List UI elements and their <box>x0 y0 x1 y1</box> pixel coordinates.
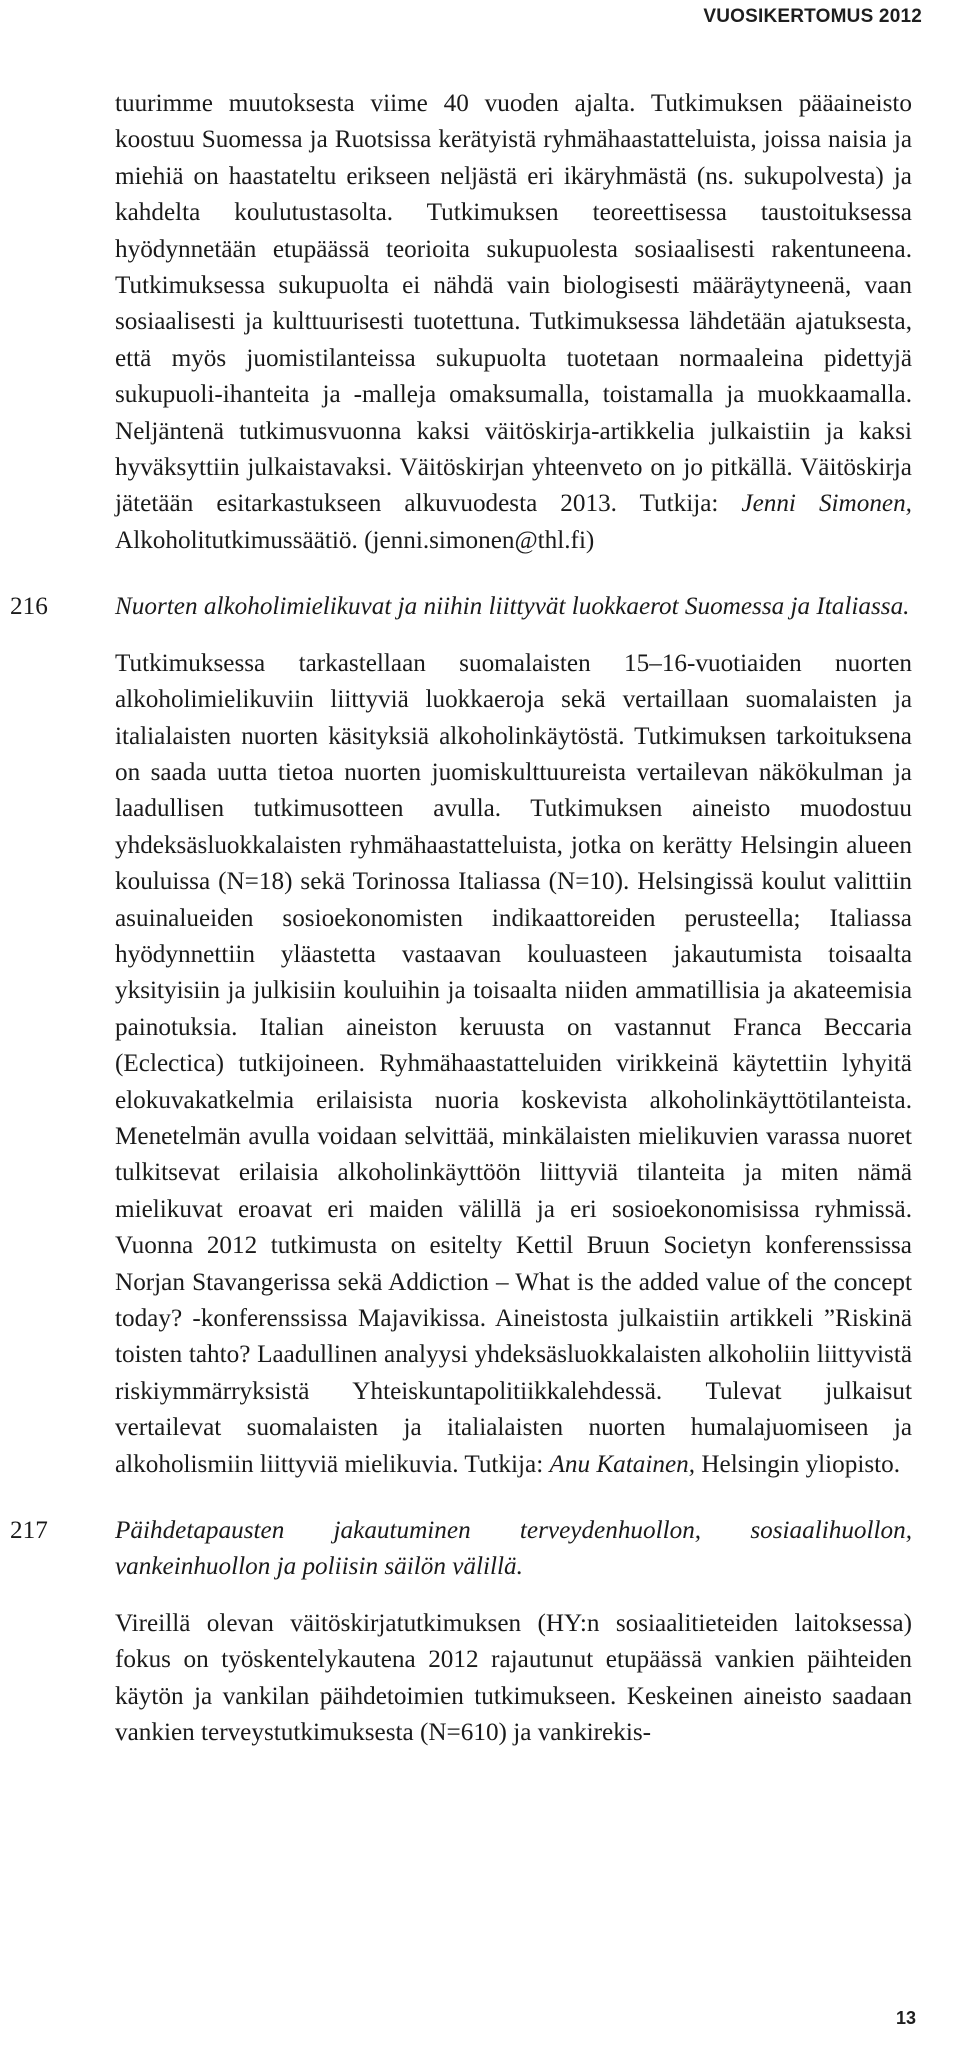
item-number: 216 <box>10 593 48 621</box>
running-header: VUOSIKERTOMUS 2012 <box>703 6 922 27</box>
research-item-217 <box>0 1513 960 1751</box>
item-researcher: Anu Katainen, <box>549 1450 696 1478</box>
item-body <box>115 1606 912 1752</box>
item-body <box>115 646 912 1483</box>
intro-tail: Alkoholitutkimussäätiö. (jenni.simonen@thl.fi) <box>115 526 595 554</box>
page-content <box>0 86 960 1751</box>
item-body-text: Tutkimuksessa tarkastellaan suomalaisten 15–16-vuotiaiden nuorten alkoholimielikuviin liittyviä luokkaeroja sekä vertaillaan suomalaisten ja italialaisten nuorten käsityksiä alkoholinkäytöstä. Tutkimuksen tarkoituksena on saada uutta tietoa nuorten juomiskulttuureista vertailevan näkökulman ja laadullisen tutkimusotteen avulla. Tutkimuksen aineisto muodostuu yhdeksäsluokkalaisten ryhmähaastatteluista, jotka on kerätty Helsingin alueen kouluissa (N=18) sekä Torinossa Italiassa (N=10). Helsingissä koulut valittiin asuinalueiden sosioekonomisten indikaattoreiden perusteella; Italiassa hyödynnettiin yläastetta vastaavan kouluasteen jakautumista toisaalta yksityisiin ja julkisiin kouluihin ja toisaalta niiden ammatillisia ja akateemisia painotuksia. Italian aineiston keruusta on vastannut Franca Beccaria (Eclectica) tutkijoineen. Ryhmähaastatteluiden virikkeinä käytettiin lyhyitä elokuvakatkelmia erilaisista nuoria koskevista alkoholinkäyttötilanteista. Menetelmän avulla voidaan selvittää, minkälaisten mielikuvien varassa nuoret tulkitsevat erilaisia alkoholinkäyttöön liittyviä tilanteita ja miten nämä mielikuvat eroavat eri maiden välillä ja eri sosioekonomisissa ryhmissä. Vuonna 2012 tutkimusta on esitelty Kettil Bruun Societyn konferenssissa Norjan Stavangerissa sekä Addiction – What is the added value of the concept today? -konferenssissa Majavikissa. Aineistosta julkaistiin artikkeli ”Riskinä toisten tahto? Laadullinen analyysi yhdeksäsluokkalaisten alkoholiin liittyvistä riskiymmärryksistä Yhteiskuntapolitiikkalehdessä. Tulevat julkaisut vertailevat suomalaisten ja italialaisten nuorten humalajuomiseen ja alkoholismiin liittyviä mielikuvia. Tutkija: <box>115 649 912 1478</box>
research-item-216 <box>0 589 960 1483</box>
intro-text: tuurimme muutoksesta viime 40 vuoden ajalta. Tutkimuksen pääaineisto koostuu Suomessa ja Ruotsissa kerätyistä ryhmähaastatteluista, joissa naisia ja miehiä on haastateltu erikseen neljästä eri ikäryhmästä (ns. sukupolvesta) ja kahdelta koulutustasolta. Tutkimuksen teoreettisessa taustoituksessa hyödynnetään etupäässä teorioita sukupuolesta sosiaalisesti rakentuneena. Tutkimuksessa sukupuolta ei nähdä vain biologisesti määräytyneenä, vaan sosiaalisesti ja kulttuurisesti tuotettuna. Tutkimuksessa lähdetään ajatuksesta, että myös juomistilanteissa sukupuolta tuotetaan normaaleina pidettyjä sukupuoli-ihanteita ja -malleja omaksumalla, toistamalla ja muokkaamalla. Neljäntenä tutkimusvuonna kaksi väitöskirja-artikkelia julkaistiin ja kaksi hyväksyttiin julkaistavaksi. Väitöskirjan yhteenveto on jo pitkällä. Väitöskirja jätetään esitarkastukseen alkuvuodesta 2013. Tutkija: <box>115 90 912 518</box>
item-title: Päihdetapausten jakautuminen terveydenhuollon, sosiaalihuollon, vankeinhuollon ja poliisin säilön välillä. <box>115 1517 912 1581</box>
page-number: 13 <box>895 2008 916 2028</box>
intro-paragraph <box>115 86 912 559</box>
intro-researcher: Jenni Simonen, <box>741 490 912 518</box>
item-title: Nuorten alkoholimielikuvat ja niihin liittyvät luokkaerot Suomessa ja Italiassa. <box>115 593 910 621</box>
item-number: 217 <box>10 1517 48 1545</box>
item-body-text: Vireillä olevan väitöskirjatutkimuksen (HY:n sosiaalitieteiden laitoksessa) fokus on työskentelykautena 2012 rajautunut etupäässä vankien päihteiden käytön ja vankilan päihdetoimien tutkimukseen. Keskeinen aineisto saadaan vankien terveystutkimuksesta (N=610) ja vankirekis- <box>115 1609 912 1747</box>
item-affiliation: Helsingin yliopisto. <box>695 1450 901 1478</box>
